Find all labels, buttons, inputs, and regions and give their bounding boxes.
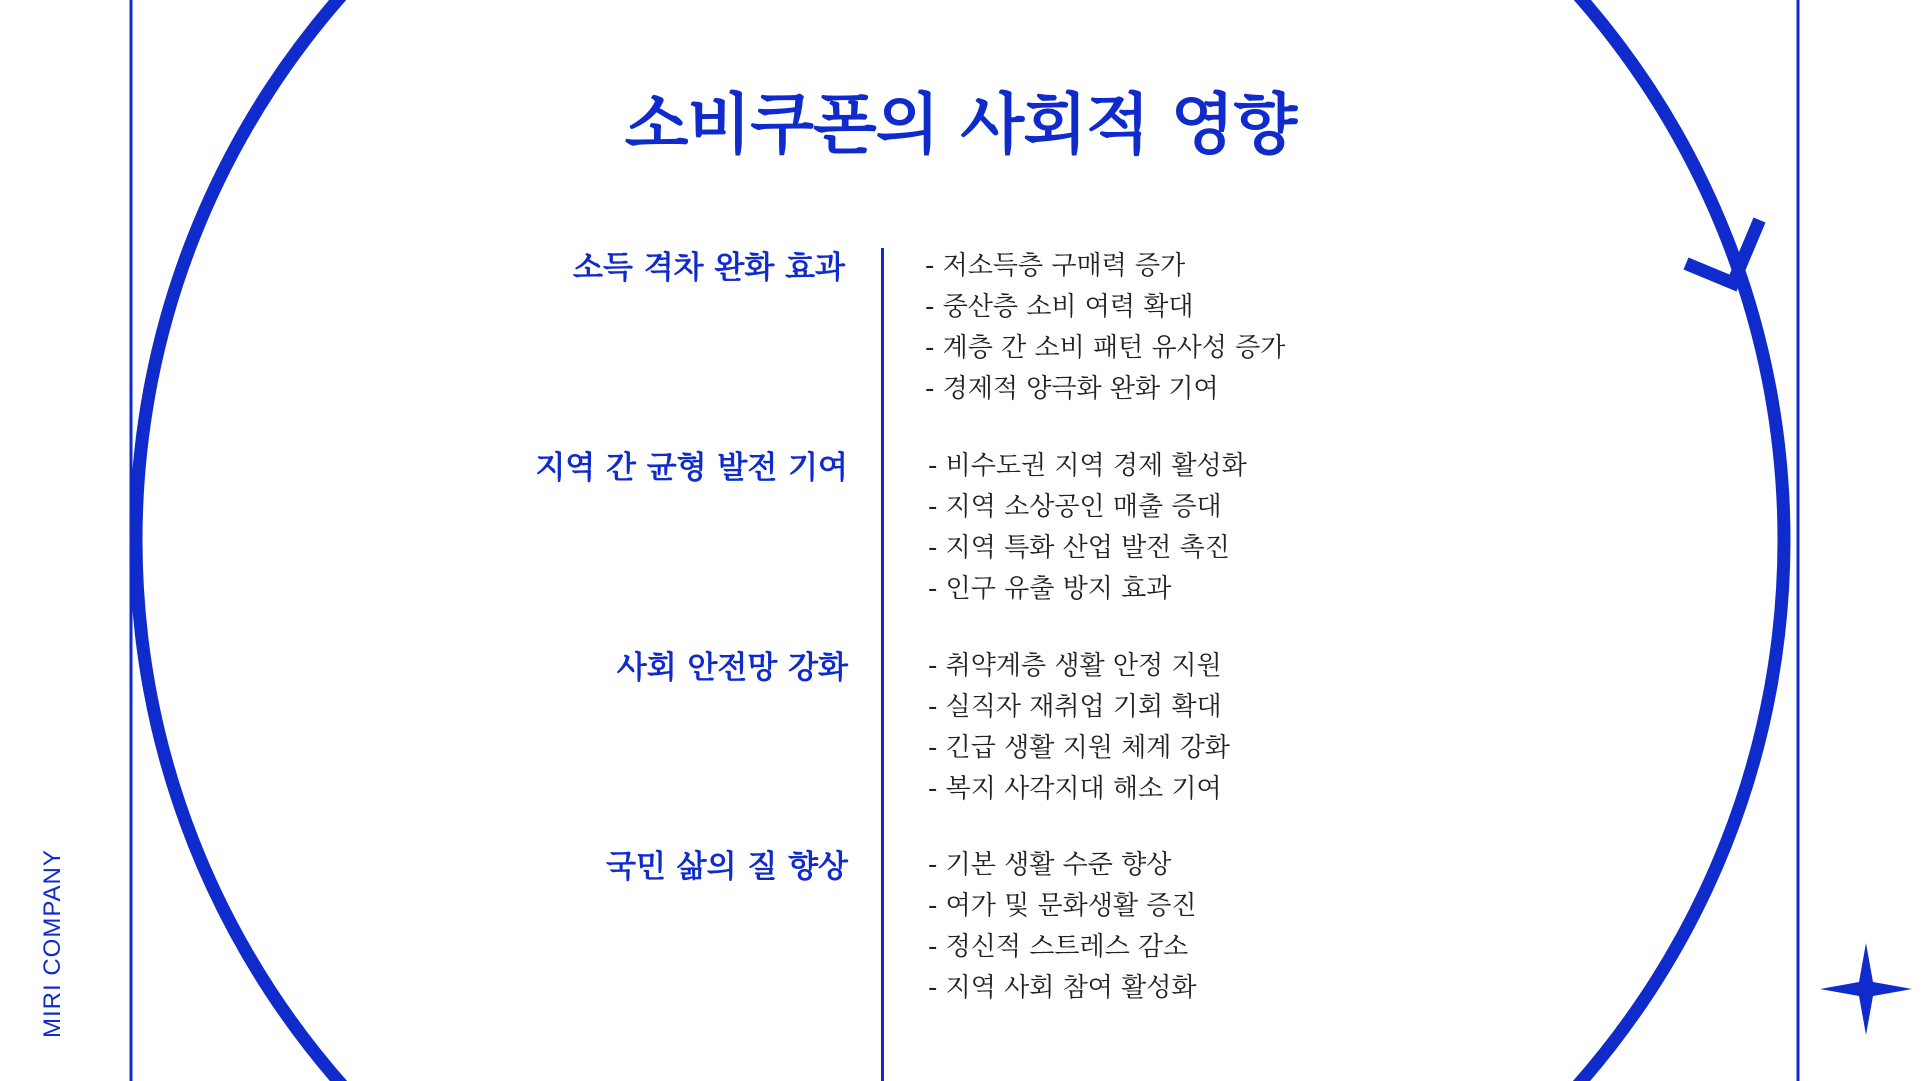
list-item: - 실직자 재취업 기회 확대 xyxy=(928,692,1222,722)
list-item: - 지역 소상공인 매출 증대 xyxy=(928,492,1222,522)
section-heading: 소득 격차 완화 효과 xyxy=(573,250,845,286)
brand-label: MIRI COMPANY xyxy=(39,849,66,1038)
list-item: - 비수도권 지역 경제 활성화 xyxy=(928,451,1247,481)
bullet-list xyxy=(925,246,1285,410)
list-item: - 지역 특화 산업 발전 촉진 xyxy=(928,533,1230,563)
bullet-list xyxy=(928,646,1230,810)
bullet-list xyxy=(928,446,1247,610)
section-heading: 지역 간 균형 발전 기여 xyxy=(535,450,848,486)
list-item: - 지역 사회 참여 활성화 xyxy=(928,973,1197,1003)
list-item: - 취약계층 생활 안정 지원 xyxy=(928,651,1222,681)
section-heading: 사회 안전망 강화 xyxy=(616,650,848,686)
list-item: - 인구 유출 방지 효과 xyxy=(928,574,1172,604)
list-item: - 정신적 스트레스 감소 xyxy=(928,932,1189,962)
sparkle-star-inner-icon xyxy=(1835,958,1897,1020)
list-item: - 저소득층 구매력 증가 xyxy=(925,251,1186,281)
list-item: - 여가 및 문화생활 증진 xyxy=(928,891,1197,921)
section-heading: 국민 삶의 질 향상 xyxy=(606,849,848,885)
list-item: - 경제적 양극화 완화 기여 xyxy=(925,374,1219,404)
bullet-list xyxy=(928,845,1197,1009)
page-title: 소비쿠폰의 사회적 영향 xyxy=(624,86,1297,163)
list-item: - 기본 생활 수준 향상 xyxy=(928,850,1172,880)
vertical-divider xyxy=(881,248,884,1081)
list-item: - 긴급 생활 지원 체계 강화 xyxy=(928,733,1230,763)
list-item: - 복지 사각지대 해소 기여 xyxy=(928,774,1222,804)
list-item: - 계층 간 소비 패턴 유사성 증가 xyxy=(925,333,1286,363)
list-item: - 중산층 소비 여력 확대 xyxy=(925,292,1194,322)
